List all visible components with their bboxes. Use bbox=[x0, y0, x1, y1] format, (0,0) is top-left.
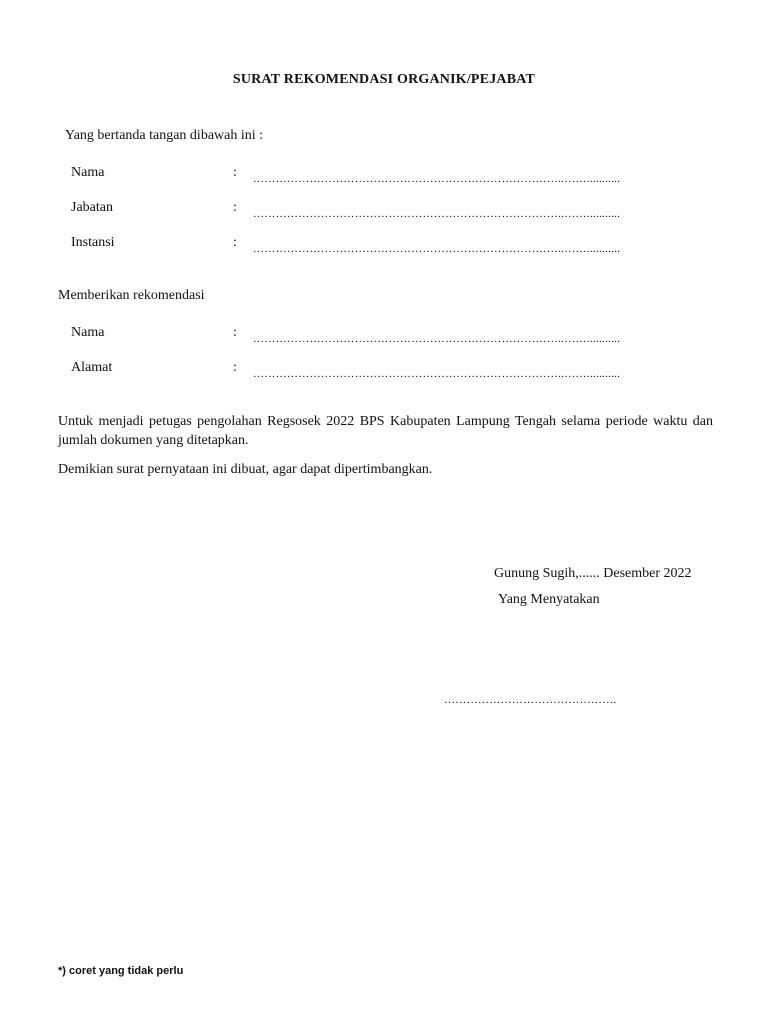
section-heading-recommendation: Memberikan rekomendasi bbox=[58, 288, 205, 303]
field-label: Instansi bbox=[71, 235, 115, 250]
field-colon: : bbox=[233, 325, 237, 340]
signatory-field-instansi bbox=[0, 235, 768, 263]
field-colon: : bbox=[233, 360, 237, 375]
recommended-field-nama bbox=[0, 325, 768, 353]
fill-in-line: ………………………………………………………………………..……........... bbox=[253, 368, 621, 380]
fill-in-line: ………………………………………………………………………..……........... bbox=[253, 208, 621, 220]
recommended-field-alamat bbox=[0, 360, 768, 388]
closing-paragraph: Demikian surat pernyataan ini dibuat, agar dapat dipertimbangkan. bbox=[58, 462, 433, 477]
intro-text: Yang bertanda tangan dibawah ini : bbox=[65, 128, 264, 143]
field-colon: : bbox=[233, 165, 237, 180]
signature-line: ………………………………………. bbox=[444, 694, 617, 706]
fill-in-line: ………………………………………………………………………..……........... bbox=[253, 173, 621, 185]
document-title: SURAT REKOMENDASI ORGANIK/PEJABAT bbox=[232, 72, 536, 87]
field-colon: : bbox=[233, 200, 237, 215]
fill-in-line: ………………………………………………………………………..……........... bbox=[253, 243, 621, 255]
place-date: Gunung Sugih,...... Desember 2022 bbox=[494, 566, 692, 581]
signatory-field-jabatan bbox=[0, 200, 768, 228]
signer-role: Yang Menyatakan bbox=[498, 592, 600, 607]
field-label: Nama bbox=[71, 165, 105, 180]
field-label: Jabatan bbox=[71, 200, 113, 215]
field-label: Alamat bbox=[71, 360, 113, 375]
signatory-field-nama bbox=[0, 165, 768, 193]
field-label: Nama bbox=[71, 325, 105, 340]
field-colon: : bbox=[233, 235, 237, 250]
fill-in-line: ………………………………………………………………………..……........... bbox=[253, 333, 621, 345]
purpose-paragraph: Untuk menjadi petugas pengolahan Regsosek 2022 BPS Kabupaten Lampung Tengah selama periode waktu dan jumlah dokumen yang ditetapkan. bbox=[58, 414, 713, 448]
footnote: *) coret yang tidak perlu bbox=[58, 965, 184, 977]
